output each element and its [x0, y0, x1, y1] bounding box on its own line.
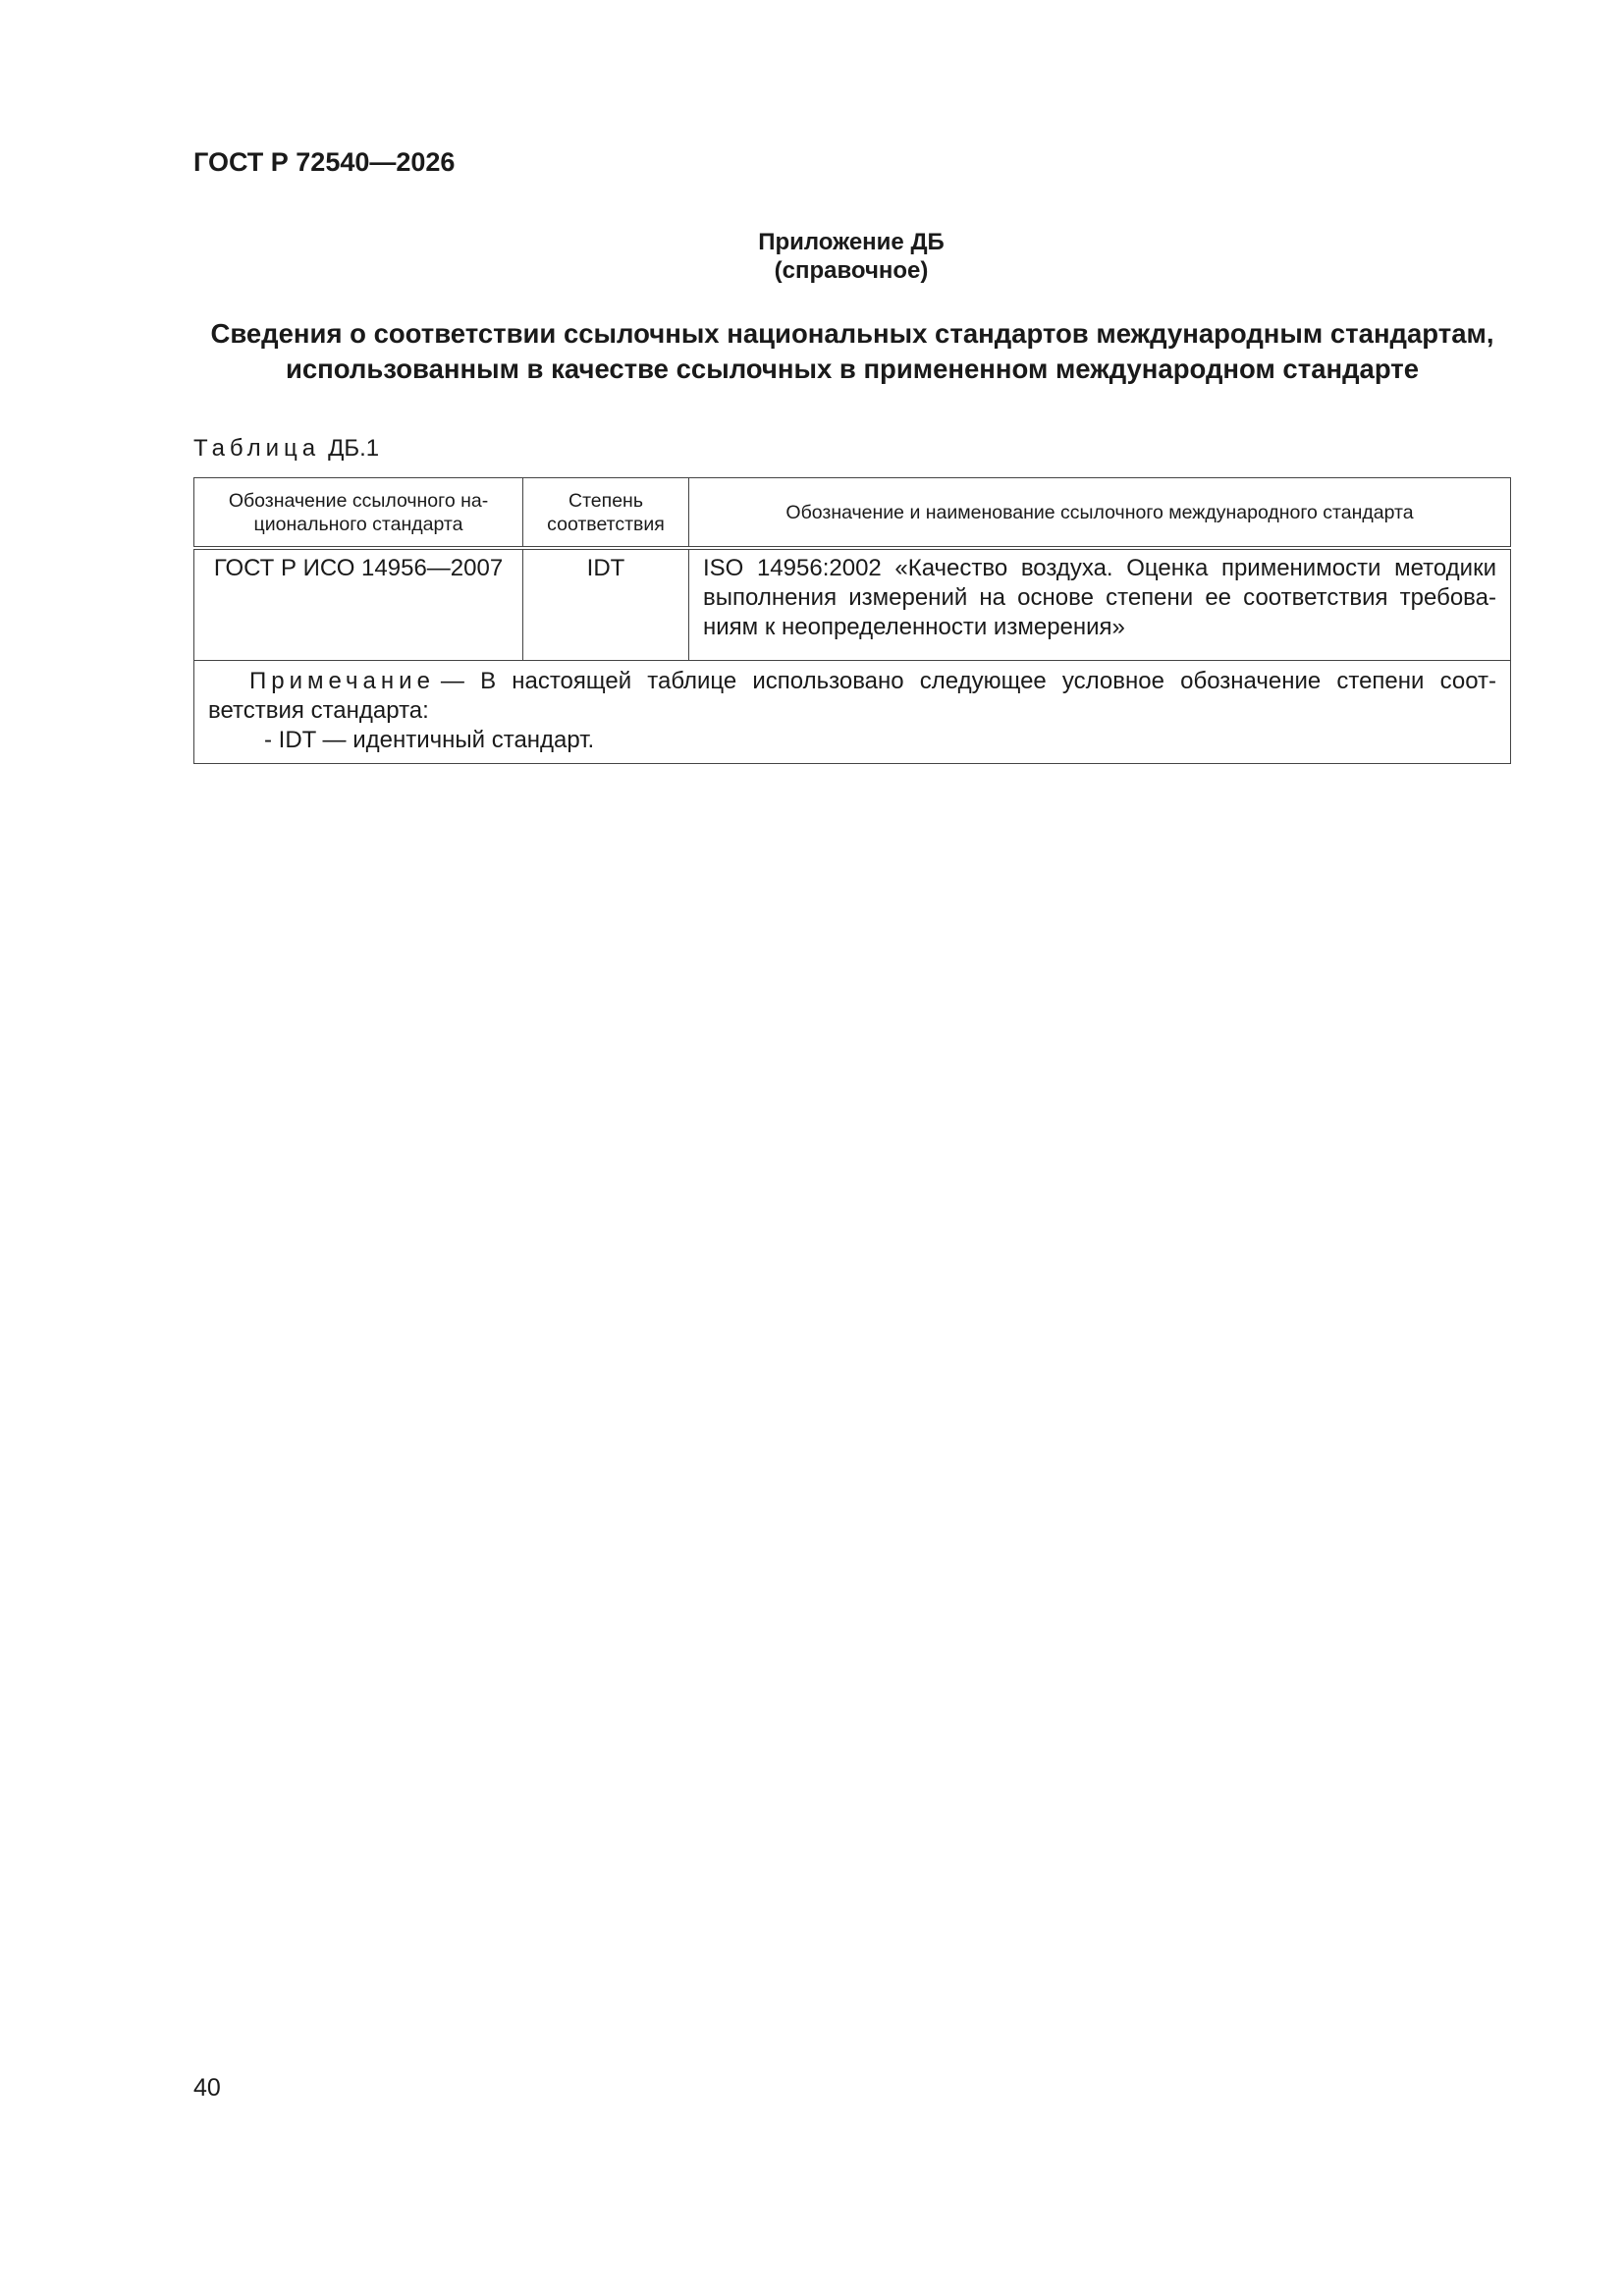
page-number: 40	[193, 2074, 221, 2102]
cell-national-standard: ГОСТ Р ИСО 14956—2007	[194, 548, 523, 661]
appendix-type: (справочное)	[774, 257, 929, 284]
cell-international-standard: ISO 14956:2002 «Качество воздуха. Оценка применимости методики выполнения измерений на основе степени ее соответствия требова-ниям к неопределенности измерения»	[689, 548, 1511, 661]
table-note-row	[194, 661, 1511, 764]
table-caption-word: Таблица	[193, 435, 321, 462]
section-title-line-1: Сведения о соответствии ссылочных национальных стандартов международным стандартам,	[210, 318, 1494, 349]
appendix-heading	[193, 228, 1511, 285]
table-note	[194, 661, 1511, 764]
table-caption	[193, 435, 379, 463]
table-header-row	[194, 478, 1511, 549]
section-title-line-2: использованным в качестве ссылочных в примененном международном стандарте	[285, 354, 1420, 384]
header-degree: Степень соответствия	[523, 478, 689, 549]
cell-degree: IDT	[523, 548, 689, 661]
note-text: — В настоящей таблице использовано следующее условное обозначение степени соот-ветствия стандарта:	[208, 668, 1496, 724]
table-row	[194, 548, 1511, 661]
document-code: ГОСТ Р 72540—2026	[193, 147, 456, 177]
header-international-standard: Обозначение и наименование ссылочного международного стандарта	[689, 478, 1511, 549]
reference-standards-table	[193, 477, 1511, 764]
section-title	[193, 316, 1511, 387]
note-lead: Примечание	[249, 668, 435, 694]
appendix-title: Приложение ДБ	[758, 229, 945, 255]
note-item: - IDT — идентичный стандарт.	[264, 727, 595, 753]
table-caption-number: ДБ.1	[328, 435, 380, 462]
header-national-standard: Обозначение ссылочного на-ционального стандарта	[194, 478, 523, 549]
